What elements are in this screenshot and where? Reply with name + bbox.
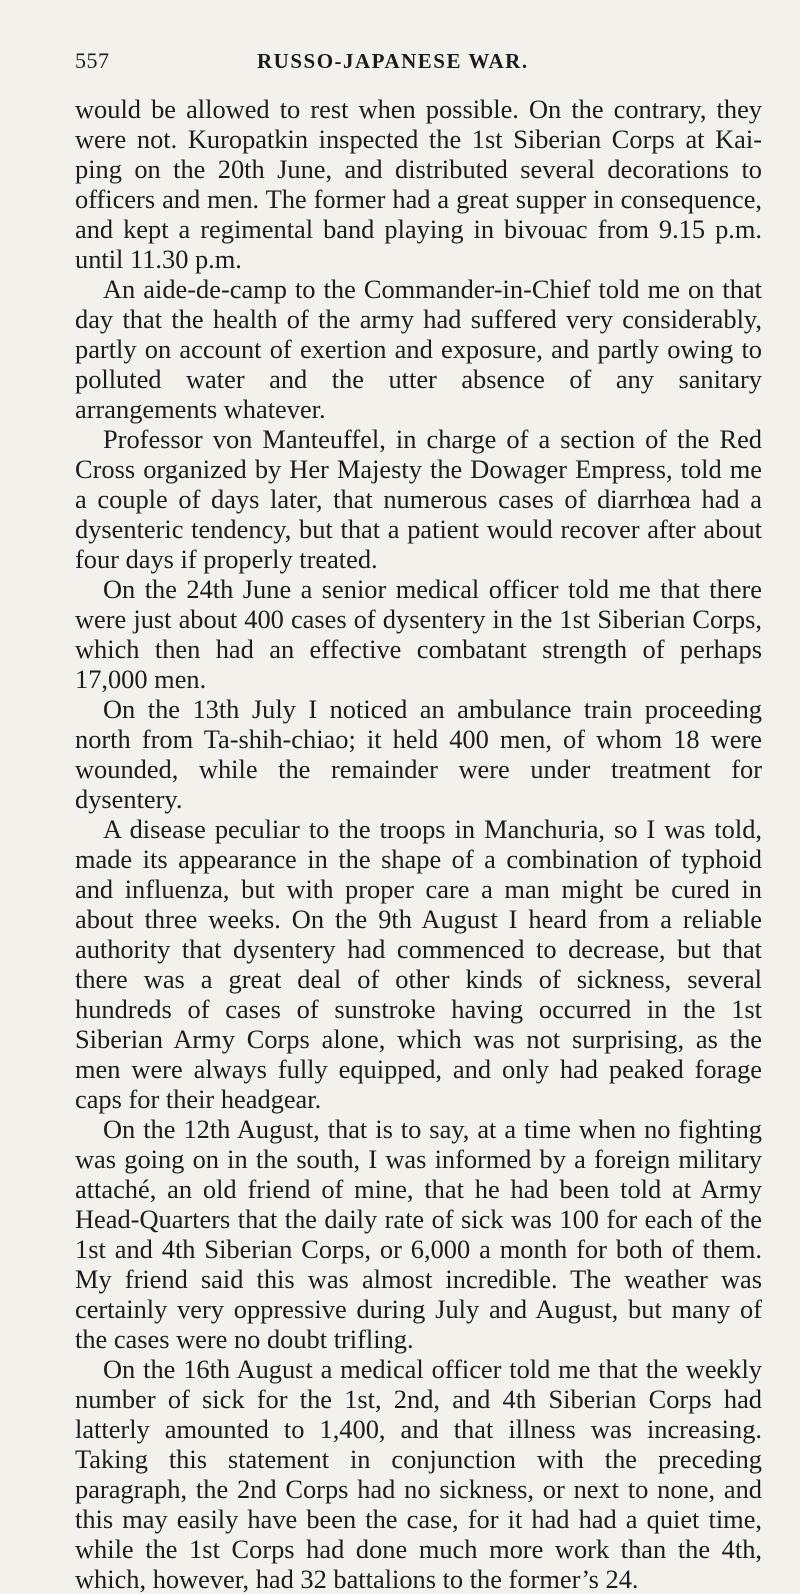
body-text — [75, 94, 762, 1594]
paragraph: A disease peculiar to the troops in Manchuria, so I was told, made its appearance in the shape of a combination of typhoid and influenza, but with proper care a man might be cured in about three weeks. On the 9th August I heard from a reliable authority that dysentery had commenced to decrease, but that there was a great deal of other kinds of sickness, several hundreds of cases of sunstroke having occurred in the 1st Siberian Army Corps alone, which was not surprising, as the men were always fully equipped, and only had peaked forage caps for their headgear. — [75, 814, 762, 1114]
paragraph: would be allowed to rest when possible. On the contrary, they were not. Kuropatkin inspected the 1st Siberian Corps at Kai-ping on the 20th June, and distributed several decorations to officers and men. The former had a great supper in consequence, and kept a regimental band playing in bivouac from 9.15 p.m. until 11.30 p.m. — [75, 94, 762, 274]
running-head — [75, 44, 762, 78]
paragraph: On the 16th August a medical officer told me that the weekly number of sick for the 1st, 2nd, and 4th Siberian Corps had latterly amounted to 1,400, and that illness was increasing. Taking this statement in conjunction with the preceding paragraph, the 2nd Corps had no sickness, or next to none, and this may easily have been the case, for it had had a quiet time, while the 1st Corps had done much more work than the 4th, which, however, had 32 battalions to the former’s 24. — [75, 1354, 762, 1594]
paragraph: On the 13th July I noticed an ambulance train proceeding north from Ta-shih-chiao; it held 400 men, of whom 18 were wounded, while the remainder were under treatment for dysentery. — [75, 694, 762, 814]
running-title: RUSSO-JAPANESE WAR. — [257, 49, 529, 73]
paragraph: On the 24th June a senior medical officer told me that there were just about 400 cases of dysentery in the 1st Siberian Corps, which then had an effective combatant strength of perhaps 17,000 men. — [75, 574, 762, 694]
paragraph: Professor von Manteuffel, in charge of a section of the Red Cross organized by Her Majesty the Dowager Empress, told me a couple of days later, that numerous cases of diarrhœa had a dysenteric tendency, but that a patient would recover after about four days if properly treated. — [75, 424, 762, 574]
page-number: 557 — [75, 48, 110, 73]
paragraph: On the 12th August, that is to say, at a time when no fighting was going on in the south, I was informed by a foreign military attaché, an old friend of mine, that he had been told at Army Head-Quarters that the daily rate of sick was 100 for each of the 1st and 4th Siberian Corps, or 6,000 a month for both of them. My friend said this was almost incredible. The weather was certainly very oppressive during July and August, but many of the cases were no doubt trifling. — [75, 1114, 762, 1354]
paragraph: An aide-de-camp to the Commander-in-Chief told me on that day that the health of the army had suffered very considerably, partly on account of exertion and exposure, and partly owing to polluted water and the utter absence of any sanitary arrangements whatever. — [75, 274, 762, 424]
